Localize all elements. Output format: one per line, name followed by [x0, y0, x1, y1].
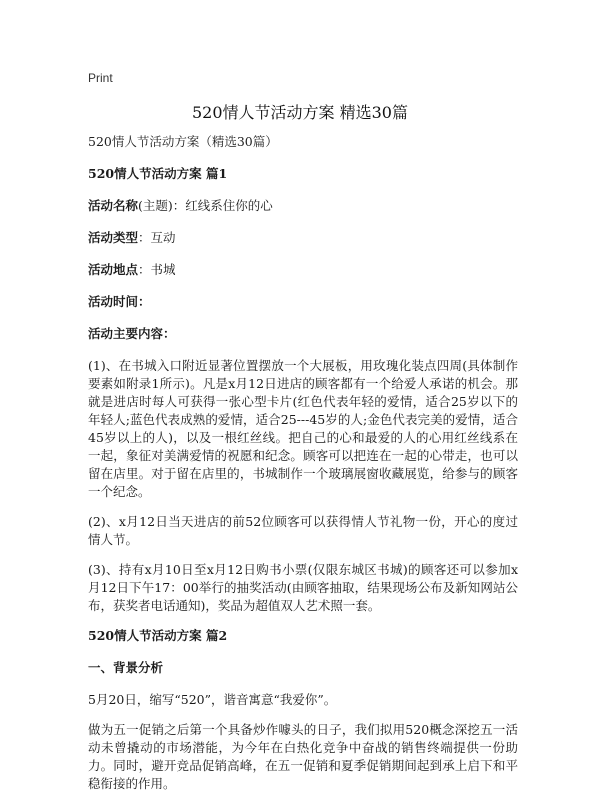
section-1-paragraph: (1)、在书城入口附近显著位置摆放一个大展板，用玫瑰化装点四周(具体制作要素如附录1所示)。凡是x月12日进店的顾客都有一个给爱人承诺的机会。那就是进店时每人可获得一张心型卡片(红色代表年轻的爱情，适合25岁以下的年轻人;蓝色代表成熟的爱情，适合25---45岁的人;金色代表完美的爱情，适合45岁以上的人)，以及一根红丝线。把自己的心和最爱的人的心用红丝线系在一起，象征对美满爱情的祝愿和纪念。顾客可以把连在一起的心带走，也可以留在店里。对于留在店里的，书城制作一个玻璃展窗收藏展览，给参与的顾客一个纪念。 [88, 358, 518, 499]
section-2-paragraph: 5月20日，缩写“520”，谐音寓意“我爱你”。 [88, 692, 337, 707]
document-body [88, 133, 518, 805]
document-title: 520情人节活动方案 精选30篇 [192, 103, 408, 122]
main-content-value: ： [163, 326, 176, 341]
activity-name-value: (主题)：红线系住你的心 [138, 198, 273, 213]
section-2-paragraph: 做为五一促销之后第一个具备炒作噱头的日子，我们拟用520概念深挖五一活动未曾撬动的市场潜能，为今年在白热化竞争中奋战的销售终端提供一份助力。同时，避开竞品促销高峰，在五一促销和夏季促销期间起到承上启下和平稳衔接的作用。 [88, 722, 518, 791]
section-1-paragraph: (3)、持有x月10日至x月12日购书小票(仅限东城区书城)的顾客还可以参加x月12日下午17：00举行的抽奖活动(由顾客抽取，结果现场公布及新知网站公布，获奖者电话通知)，奖品为超值双人艺术照一套。 [88, 562, 518, 613]
section-1-paragraph: (2)、x月12日当天进店的前52位顾客可以获得情人节礼物一份，开心的度过情人节。 [88, 514, 518, 547]
activity-name-line [88, 197, 518, 215]
activity-location-value: ：书城 [138, 262, 176, 277]
section-2-heading: 520情人节活动方案 篇2 [88, 628, 228, 643]
activity-location-line [88, 261, 518, 279]
activity-location-label: 活动地点 [88, 262, 139, 277]
print-label: Print [88, 71, 113, 85]
activity-time-line [88, 293, 518, 311]
activity-type-label: 活动类型 [88, 230, 139, 245]
activity-type-value: ：互动 [138, 230, 176, 245]
main-content-line [88, 325, 518, 343]
section-2-subheading: 一、背景分析 [88, 660, 164, 675]
section-1-heading: 520情人节活动方案 篇1 [88, 166, 228, 181]
main-content-label: 活动主要内容 [88, 326, 164, 341]
document-subtitle: 520情人节活动方案（精选30篇） [88, 134, 278, 149]
activity-time-label: 活动时间 [88, 294, 139, 309]
activity-name-label: 活动名称 [88, 198, 139, 213]
activity-time-value: ： [138, 294, 151, 309]
activity-type-line [88, 229, 518, 247]
